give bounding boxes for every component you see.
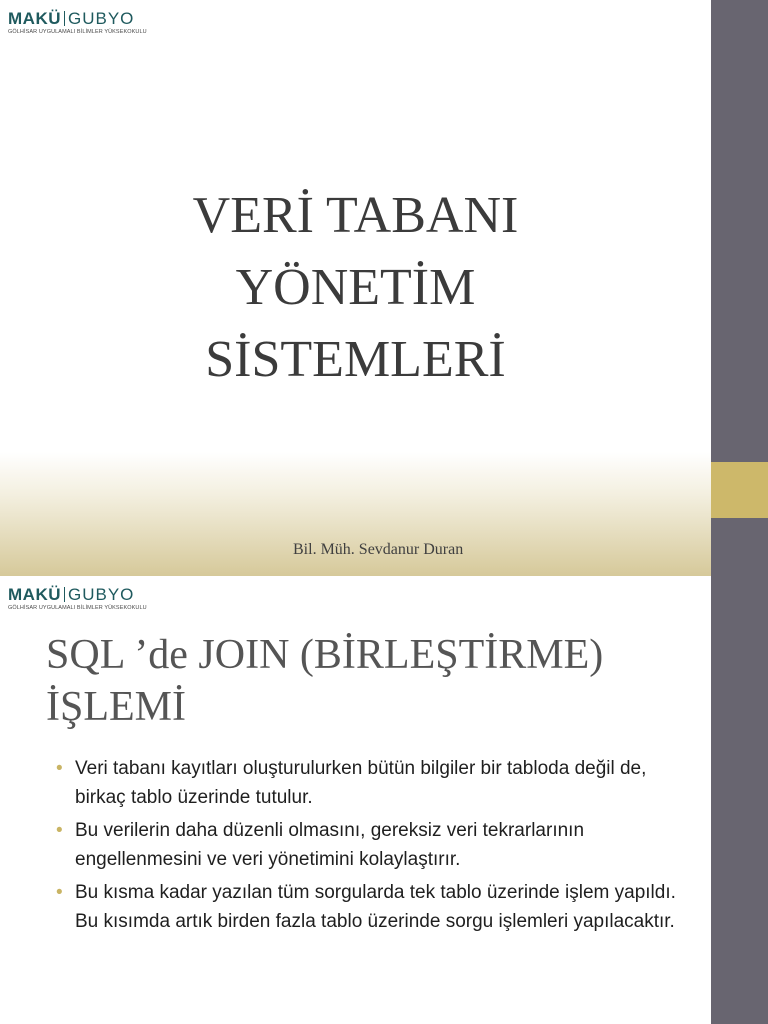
bullet-text: Veri tabanı kayıtları oluşturulurken bütün bilgiler bir tabloda değil de, birkaç tablo üzerinde tutulur. [75,758,647,808]
bullet-dot-icon: • [56,758,63,779]
side-bar [711,576,768,1024]
logo-tagline: GÖLHİSAR UYGULAMALI BİLİMLER YÜKSEKOKULU [8,29,147,35]
institution-logo [8,10,158,40]
slide-title [0,180,711,396]
logo-brand: MAKÜ [8,585,61,604]
side-accent [711,462,768,518]
bullet-item [56,816,676,874]
bullet-text: Bu kısma kadar yazılan tüm sorgularda tek tablo üzerinde işlem yapıldı. Bu kısımda artık birden fazla tablo üzerinde sorgu işlemleri yapılacaktır. [75,882,676,932]
logo-separator [64,587,65,602]
slide-title [46,629,603,733]
logo-wordmark [8,586,158,604]
bullet-item [56,878,676,936]
title-line: VERİ TABANI [192,187,519,244]
logo-tagline: GÖLHİSAR UYGULAMALI BİLİMLER YÜKSEKOKULU [8,605,147,611]
logo-separator [64,11,65,26]
logo-wordmark [8,10,158,28]
institution-logo [8,586,158,616]
title-line: SQL ’de JOIN (BİRLEŞTİRME) [46,632,604,678]
bullet-item [56,754,676,812]
bullet-text: Bu verilerin daha düzenli olmasını, gereksiz veri tekrarlarının engellenmesini ve veri yönetimini kolaylaştırır. [75,820,585,870]
title-line: İŞLEMİ [46,684,186,730]
bullet-dot-icon: • [56,882,63,903]
title-line: SİSTEMLERİ [205,331,506,388]
logo-unit: GUBYO [68,585,135,604]
logo-unit: GUBYO [68,9,135,28]
logo-brand: MAKÜ [8,9,61,28]
bullet-list [56,754,676,940]
title-line: YÖNETİM [235,259,476,316]
content-slide [0,576,768,1024]
bullet-dot-icon: • [56,820,63,841]
author-name: Bil. Müh. Sevdanur Duran [293,541,464,558]
